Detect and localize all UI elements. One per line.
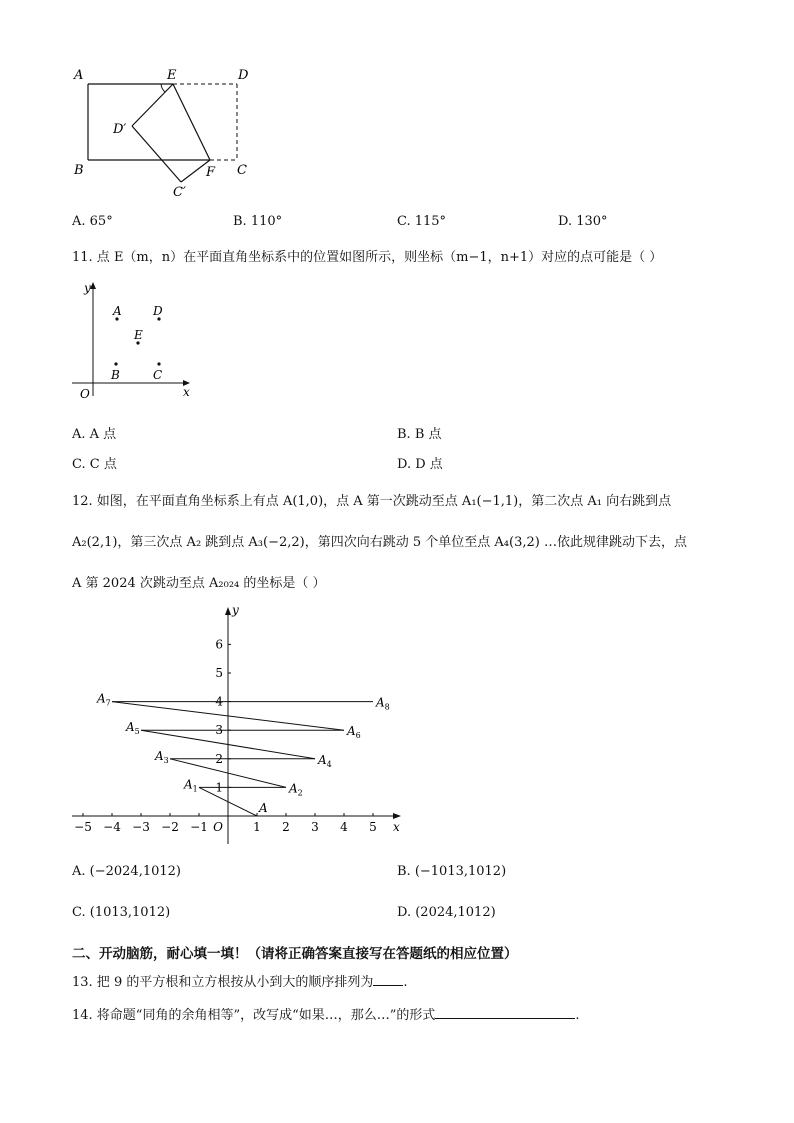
y-tick-label: 2 xyxy=(215,751,223,766)
y-tick-label: 6 xyxy=(215,637,223,652)
q11-option-c[interactable]: C. C 点 xyxy=(72,457,117,472)
section-2-title: 二、开动脑筋，耐心填一填！（请将正确答案直接写在答题纸的相应位置） xyxy=(72,946,518,962)
q10-option-b[interactable]: B. 110° xyxy=(233,214,283,229)
folded-rectangle-figure xyxy=(60,60,270,205)
q10-option-a[interactable]: A. 65° xyxy=(72,214,113,229)
label-A: A xyxy=(74,68,84,83)
x-axis-label: x xyxy=(393,820,400,834)
y-tick-label: 4 xyxy=(215,694,223,709)
q10-option-d[interactable]: D. 130° xyxy=(558,214,608,229)
q11-origin-label: O xyxy=(80,387,90,401)
origin-label: O xyxy=(213,820,223,834)
x-tick-label: −5 xyxy=(74,820,92,834)
q12-option-b[interactable]: B. (−1013,1012) xyxy=(397,864,507,879)
x-tick-label: 2 xyxy=(282,820,290,834)
q14 xyxy=(72,1004,580,1023)
q11-stem: 11. 点 E（m，n）在平面直角坐标系中的位置如图所示，则坐标（m−1，n+1）对应的点可能是（ ） xyxy=(72,250,663,265)
label-Dprime: D′ xyxy=(113,122,127,137)
q11-option-a[interactable]: A. A 点 xyxy=(72,427,117,442)
label-E: E xyxy=(167,68,177,83)
label-C: C xyxy=(237,163,247,178)
y-axis-arrow xyxy=(225,607,231,615)
q11-point-E: E xyxy=(134,328,143,342)
point-label-A5: $A_5$ xyxy=(126,720,140,737)
point-label-A2: $A_2$ xyxy=(289,781,303,798)
point-label-A8: $A_8$ xyxy=(376,695,390,712)
label-D: D xyxy=(238,68,249,83)
point-label-A4: $A_4$ xyxy=(318,752,332,769)
q11-point-C: C xyxy=(153,368,163,382)
q11-y-label: y xyxy=(84,281,91,295)
x-tick-label: −4 xyxy=(103,820,121,834)
x-tick-label: −3 xyxy=(132,820,150,834)
q11-option-b[interactable]: B. B 点 xyxy=(397,427,442,442)
point-label-A3: $A_3$ xyxy=(155,748,169,765)
q12-line3: A 第 2024 次跳动至点 A₂₀₂₄ 的坐标是（ ） xyxy=(72,576,326,591)
x-tick-label: 3 xyxy=(311,820,319,834)
q11-point-A: A xyxy=(113,304,122,318)
x-tick-label: 5 xyxy=(369,820,377,834)
q10-option-c[interactable]: C. 115° xyxy=(397,214,447,229)
point-label-A1: $A_1$ xyxy=(184,777,198,794)
q11-option-d[interactable]: D. D 点 xyxy=(397,457,443,472)
y-tick-label: 3 xyxy=(215,723,223,738)
q13-answer-blank[interactable] xyxy=(373,973,403,986)
x-axis-arrow xyxy=(393,813,401,819)
q12-line2: A₂(2,1)，第三次点 A₂ 跳到点 A₃(−2,2)，第四次向右跳动 5 个单位至点 A₄(3,2) …依此规律跳动下去，点 xyxy=(72,535,687,550)
point-label-A: A xyxy=(259,801,268,815)
x-tick-label: −1 xyxy=(190,820,208,834)
q12-option-d[interactable]: D. (2024,1012) xyxy=(397,905,496,920)
q11-coordinate-figure xyxy=(60,278,210,403)
q13-end: . xyxy=(403,975,408,990)
q12-option-a[interactable]: A. (−2024,1012) xyxy=(72,864,181,879)
label-Cprime: C′ xyxy=(173,185,186,200)
q12-line1: 12. 如图，在平面直角坐标系上有点 A(1,0)，点 A 第一次跳动至点 A₁(−1,1)，第二次点 A₁ 向右跳到点 xyxy=(72,494,672,509)
q13 xyxy=(72,971,407,990)
point-label-A6: $A_6$ xyxy=(347,724,361,741)
q14-answer-blank[interactable] xyxy=(435,1006,575,1019)
x-tick-label: 4 xyxy=(340,820,348,834)
q14-end: . xyxy=(575,1008,580,1023)
q11-x-label: x xyxy=(183,385,190,399)
q14-text: 14. 将命题“同角的余角相等”，改写成“如果…，那么…”的形式 xyxy=(72,1008,436,1023)
label-B: B xyxy=(74,163,84,178)
x-tick-label: 1 xyxy=(253,820,261,834)
y-tick-label: 1 xyxy=(215,780,223,795)
q11-point-B: B xyxy=(111,368,120,382)
q13-text: 13. 把 9 的平方根和立方根按从小到大的顺序排列为 xyxy=(72,975,374,990)
y-axis-label: y xyxy=(232,603,239,617)
label-F: F xyxy=(206,165,216,180)
y-tick-label: 5 xyxy=(215,666,223,680)
x-tick-label: −2 xyxy=(161,820,179,834)
jump-chart xyxy=(60,600,410,850)
q11-point-D: D xyxy=(153,304,163,318)
point-label-A7: $A_7$ xyxy=(97,691,111,708)
q12-option-c[interactable]: C. (1013,1012) xyxy=(72,905,171,920)
